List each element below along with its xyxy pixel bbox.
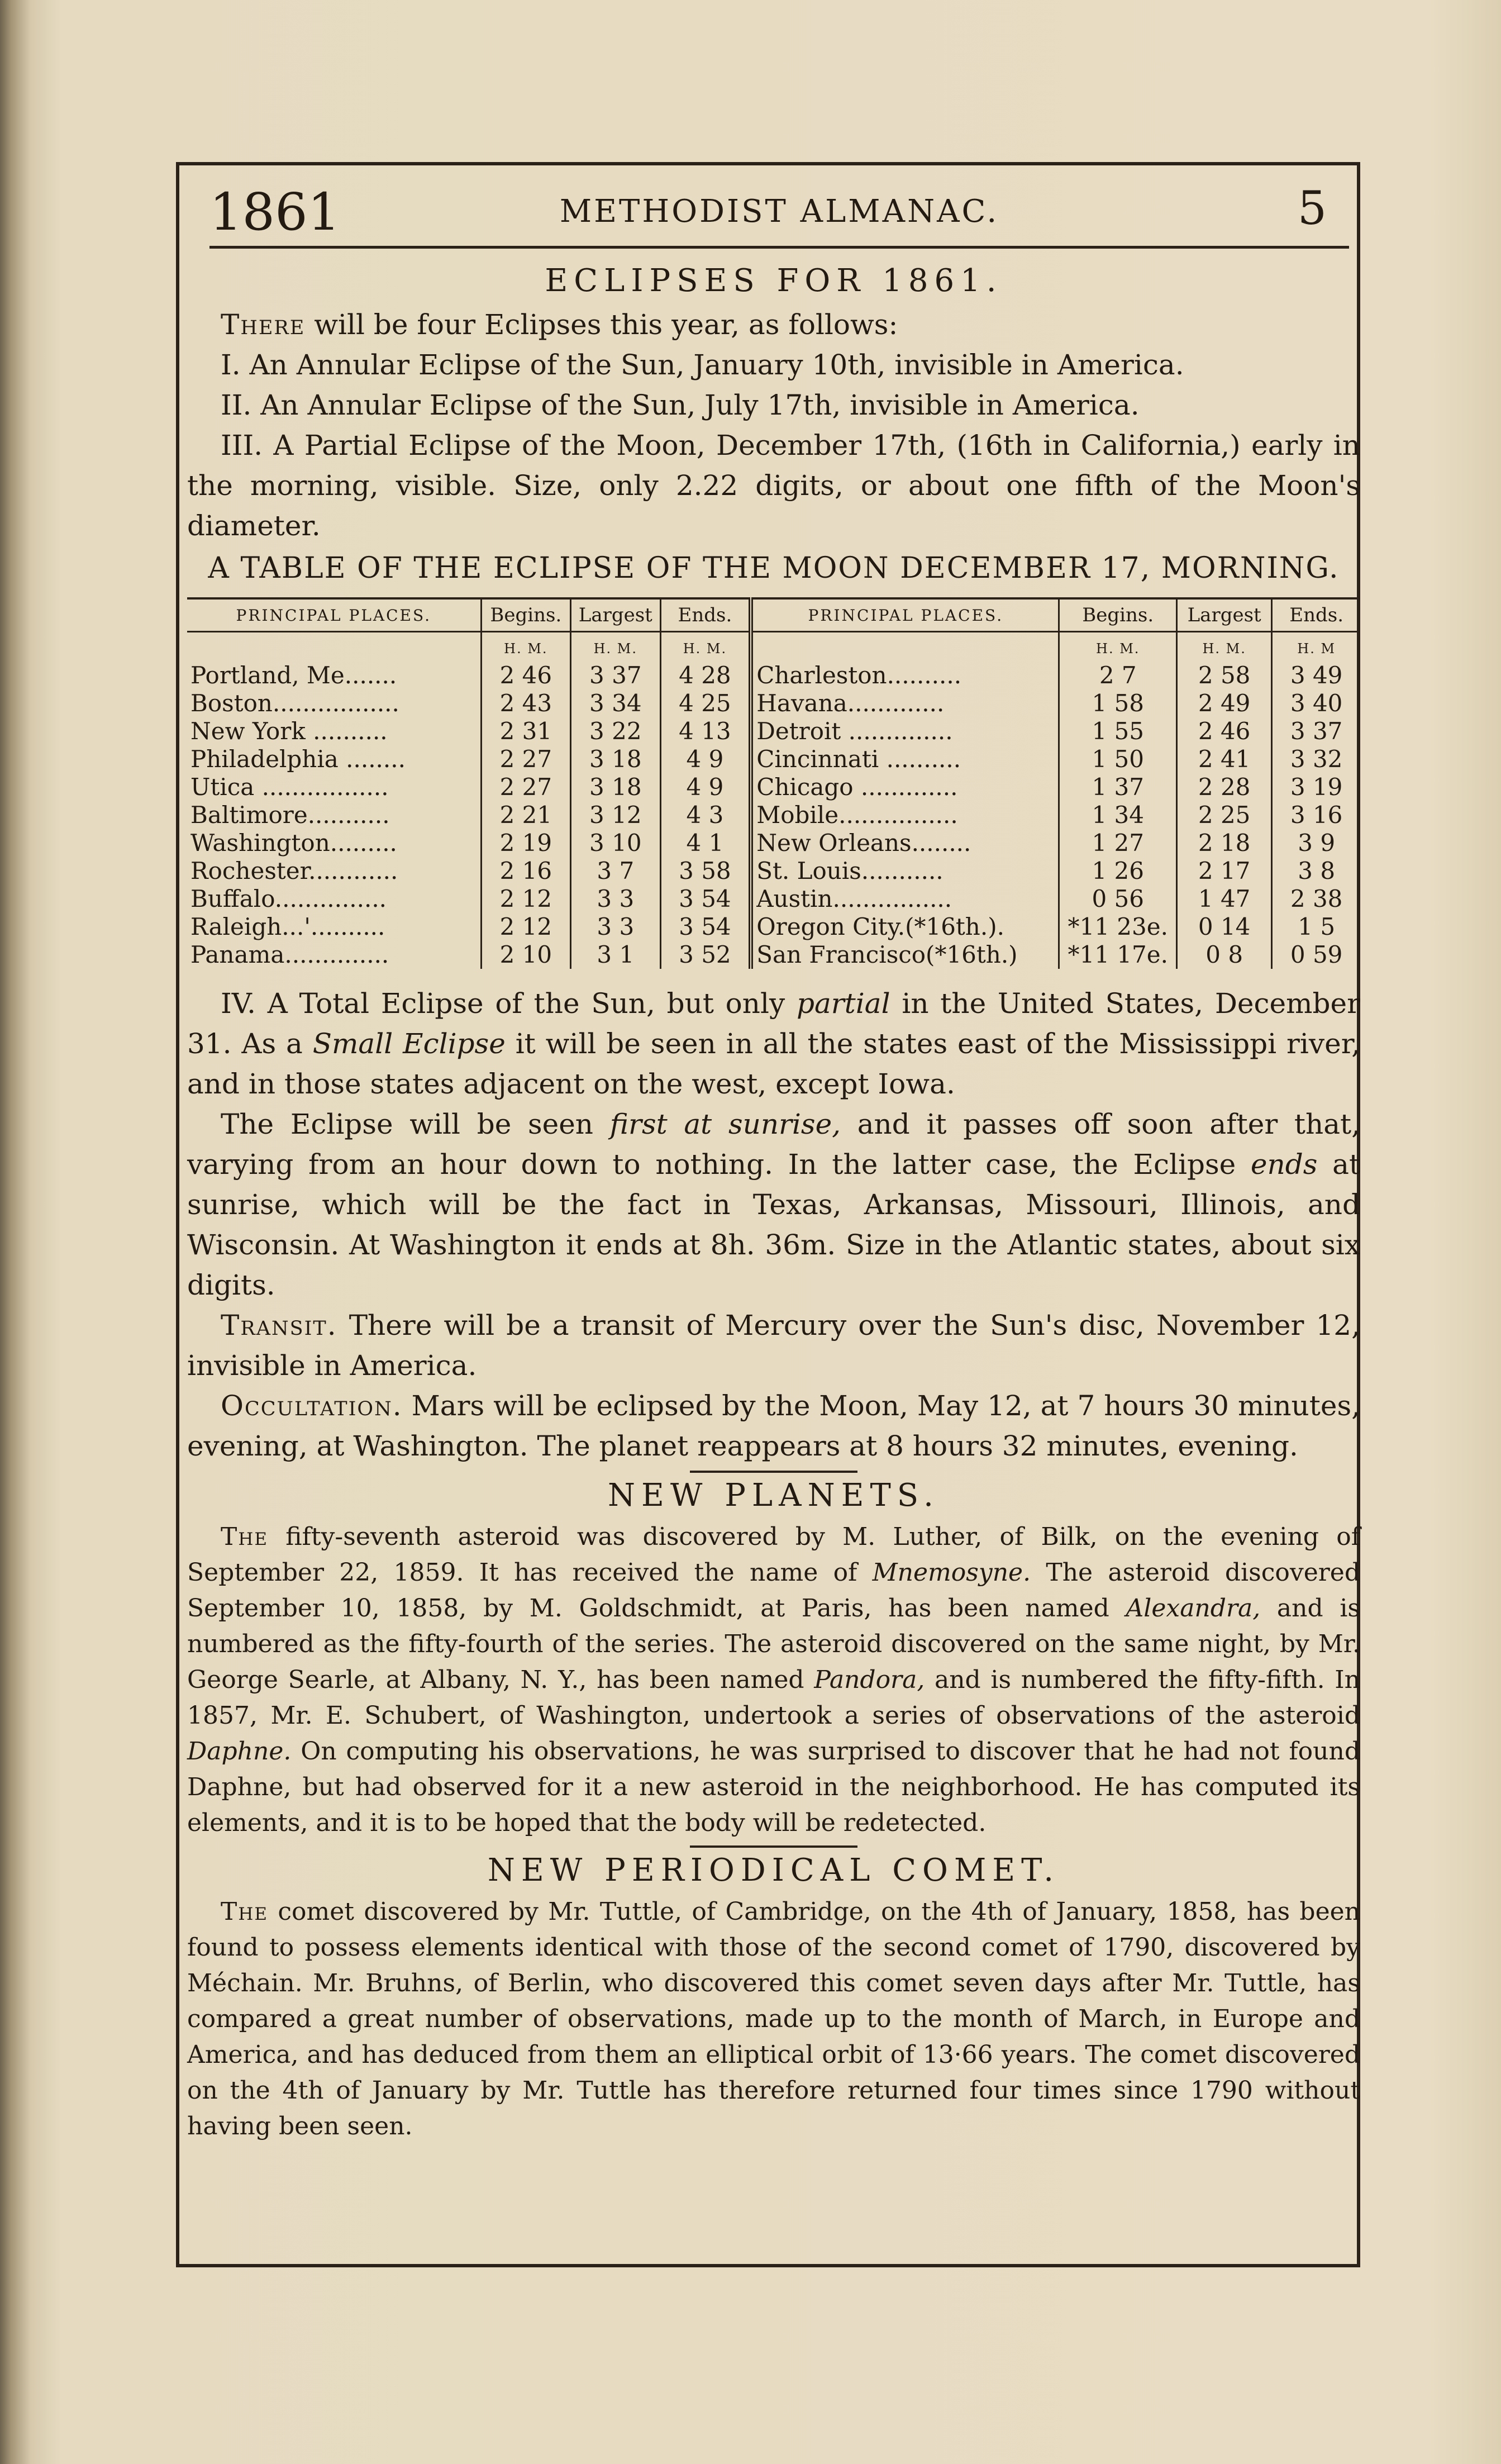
cell-place: Panama..............	[190, 941, 389, 968]
para2-ends: ends	[1250, 1148, 1318, 1181]
table-row	[187, 941, 1360, 969]
cell-begins: 2 12	[481, 913, 570, 941]
col-places-2: PRINCIPAL PLACES.	[751, 598, 1059, 632]
cell-largest-2: 0 8	[1177, 941, 1272, 969]
cell-place: Portland, Me.......	[190, 662, 397, 689]
eclipse-item-2: II. An Annular Eclipse of the Sun, July 17th, invisible in America.	[221, 389, 1140, 421]
col-begins-2: Begins.	[1059, 598, 1177, 632]
cell-place: Rochester............	[190, 857, 398, 884]
transit-text: There will be a transit of Mercury over the Sun's disc, November 12, invisible in America.	[187, 1309, 1360, 1382]
table-row	[187, 689, 1360, 717]
eclipse-item-1: I. An Annular Eclipse of the Sun, January 10th, invisible in America.	[221, 349, 1184, 381]
page-content	[187, 263, 1360, 2144]
cell-largest-2: 2 49	[1177, 689, 1272, 717]
occultation-lead: Occultation.	[221, 1390, 403, 1422]
intro-rest: will be four Eclipses this year, as follows:	[305, 308, 898, 341]
cell-ends-2: 0 59	[1272, 941, 1360, 969]
unit-label: H. M.	[1177, 632, 1272, 662]
planets-text-2: The asteroid discovered September 10, 1858, by M. Goldschmidt, at Paris, has been named	[187, 1558, 1360, 1623]
eclipse-paragraph-2	[187, 1104, 1360, 1305]
cell-place: New York ..........	[190, 717, 388, 745]
eclipse-table-title: A TABLE OF THE ECLIPSE OF THE MOON DECEMBER 17, MORNING.	[208, 551, 1340, 585]
occultation-text: Mars will be eclipsed by the Moon, May 12, at 7 hours 30 minutes, evening, at Washington. The planet reappears at 8 hours 32 minutes, evening.	[187, 1390, 1360, 1462]
cell-largest-2: 2 41	[1177, 745, 1272, 773]
para2-text-b: and it passes off soon after that, varying from an hour down to nothing. In the latter case, the Eclipse	[187, 1108, 1360, 1181]
col-begins: Begins.	[481, 598, 570, 632]
cell-ends: 3 52	[660, 941, 751, 969]
col-largest-2: Largest	[1177, 598, 1272, 632]
table-row	[187, 717, 1360, 745]
cell-place-2: Oregon City.(*16th.).	[751, 913, 1059, 941]
intro-lead: There	[221, 308, 306, 341]
planets-text-5: On computing his observations, he was surprised to discover that he had not found Daphne, but had observed for it a new asteroid in the neighborhood. He has computed its elements, and it is to be hoped that the body will be redetected.	[187, 1737, 1360, 1837]
cell-begins-2: *11 23e.	[1059, 913, 1177, 941]
cell-ends: 4 9	[660, 773, 751, 801]
page-number: 5	[1297, 182, 1327, 235]
cell-place-2: Charleston..........	[751, 662, 1059, 689]
cell-largest: 3 18	[571, 773, 661, 801]
daphne: Daphne.	[187, 1737, 292, 1766]
col-ends: Ends.	[660, 598, 751, 632]
cell-place: Boston.................	[190, 689, 399, 717]
eclipse-item-4	[187, 983, 1360, 1104]
new-planets-heading: NEW PLANETS.	[608, 1477, 940, 1514]
cell-ends: 3 54	[660, 885, 751, 913]
cell-place-2: St. Louis...........	[751, 857, 1059, 885]
cell-place-2: Detroit ..............	[751, 717, 1059, 745]
table-row	[187, 913, 1360, 941]
table-row	[187, 857, 1360, 885]
cell-begins: 2 43	[481, 689, 570, 717]
cell-place: Philadelphia ........	[190, 745, 406, 773]
cell-largest-2: 2 28	[1177, 773, 1272, 801]
comet-lead: The	[221, 1897, 269, 1926]
cell-begins-2: 1 37	[1059, 773, 1177, 801]
cell-largest: 3 7	[571, 857, 661, 885]
planets-lead: The	[221, 1523, 269, 1551]
running-title: METHODIST ALMANAC.	[559, 193, 999, 230]
transit-paragraph	[187, 1305, 1360, 1386]
cell-begins-2: 1 58	[1059, 689, 1177, 717]
table-row	[187, 773, 1360, 801]
cell-ends-2: 3 19	[1272, 773, 1360, 801]
mnemosyne: Mnemosyne.	[872, 1558, 1031, 1587]
cell-largest-2: 0 14	[1177, 913, 1272, 941]
para2-text-c: at sunrise, which will be the fact in Texas, Arkansas, Missouri, Illinois, and Wisconsin. At Washington it ends at 8h. 36m. Size in the Atlantic states, about six digits.	[187, 1148, 1360, 1301]
table-row	[187, 745, 1360, 773]
planets-text-1: fifty-seventh asteroid was discovered by M. Luther, of Bilk, on the evening of September 22, 1859. It has received the name of	[187, 1523, 1360, 1587]
para2-first-at-sunrise: first at sunrise,	[609, 1108, 841, 1140]
cell-begins: 2 46	[481, 662, 570, 689]
cell-place-2: Chicago .............	[751, 773, 1059, 801]
cell-largest-2: 2 46	[1177, 717, 1272, 745]
cell-ends: 4 25	[660, 689, 751, 717]
cell-ends: 4 13	[660, 717, 751, 745]
table-row	[187, 662, 1360, 689]
cell-begins: 2 31	[481, 717, 570, 745]
cell-begins-2: 1 26	[1059, 857, 1177, 885]
cell-largest: 3 1	[571, 941, 661, 969]
cell-ends-2: 3 8	[1272, 857, 1360, 885]
cell-begins: 2 21	[481, 801, 570, 829]
cell-ends-2: 3 9	[1272, 829, 1360, 857]
cell-largest-2: 2 25	[1177, 801, 1272, 829]
cell-largest-2: 2 17	[1177, 857, 1272, 885]
eclipse-table	[187, 597, 1360, 969]
cell-largest-2: 1 47	[1177, 885, 1272, 913]
cell-largest: 3 10	[571, 829, 661, 857]
cell-largest: 3 22	[571, 717, 661, 745]
eclipse-item-3: III. A Partial Eclipse of the Moon, December 17th, (16th in California,) early in the morning, visible. Size, only 2.22 digits, or about one fifth of the Moon's diameter.	[187, 429, 1360, 542]
cell-begins: 2 27	[481, 773, 570, 801]
cell-ends-2: 2 38	[1272, 885, 1360, 913]
cell-largest: 3 37	[571, 662, 661, 689]
cell-largest: 3 12	[571, 801, 661, 829]
comet-text: comet discovered by Mr. Tuttle, of Cambridge, on the 4th of January, 1858, has been found to possess elements identical with those of the second comet of 1790, discovered by Méchain. Mr. Bruhns, of Berlin, who discovered this comet seven days after Mr. Tuttle, has compared a great number of observations, made up to the month of March, in Europe and America, and has deduced from them an elliptical orbit of 13·66 years. The comet discovered on the 4th of January by Mr. Tuttle has therefore returned four times since 1790 without having been seen.	[187, 1897, 1360, 2140]
cell-ends-2: 3 37	[1272, 717, 1360, 745]
cell-ends: 3 54	[660, 913, 751, 941]
table-row	[187, 885, 1360, 913]
item4-text-b: in the United States, December 31. As a	[187, 987, 1360, 1060]
item4-small-eclipse: Small Eclipse	[312, 1028, 506, 1060]
unit-label: H. M	[1272, 632, 1360, 662]
alexandra: Alexandra,	[1126, 1594, 1261, 1623]
cell-ends: 4 3	[660, 801, 751, 829]
table-row	[187, 829, 1360, 857]
cell-ends-2: 3 40	[1272, 689, 1360, 717]
para2-text-a: The Eclipse will be seen	[221, 1108, 610, 1140]
unit-label: H. M.	[1059, 632, 1177, 662]
pandora: Pandora,	[814, 1666, 925, 1694]
cell-ends-2: 3 49	[1272, 662, 1360, 689]
cell-ends: 3 58	[660, 857, 751, 885]
item4-text-c: it will be seen in all the states east of the Mississippi river, and in those states adjacent on the west, except Iowa.	[187, 1028, 1360, 1100]
cell-place: Raleigh...'..........	[190, 913, 385, 940]
cell-place: Buffalo...............	[190, 885, 387, 912]
item4-text-a: IV. A Total Eclipse of the Sun, but only	[221, 987, 797, 1020]
occultation-paragraph	[187, 1386, 1360, 1466]
item4-partial: partial	[796, 987, 890, 1020]
cell-place: Utica .................	[190, 773, 389, 801]
cell-largest-2: 2 18	[1177, 829, 1272, 857]
cell-place: Baltimore...........	[190, 801, 390, 829]
cell-begins-2: 0 56	[1059, 885, 1177, 913]
section-divider	[690, 1471, 857, 1473]
cell-largest-2: 2 58	[1177, 662, 1272, 689]
new-planets-paragraph	[187, 1519, 1360, 1841]
planets-text-4: and is numbered the fifty-fifth. In 1857, Mr. E. Schubert, of Washington, undertook a series of observations of the asteroid	[187, 1666, 1360, 1730]
cell-begins-2: 1 27	[1059, 829, 1177, 857]
cell-ends-2: 3 16	[1272, 801, 1360, 829]
cell-ends: 4 28	[660, 662, 751, 689]
cell-begins: 2 19	[481, 829, 570, 857]
eclipses-heading: ECLIPSES FOR 1861.	[545, 263, 1003, 299]
unit-label: H. M.	[481, 632, 570, 662]
cell-begins-2: 1 50	[1059, 745, 1177, 773]
year: 1861	[209, 182, 341, 242]
cell-ends-2: 1 5	[1272, 913, 1360, 941]
cell-begins: 2 10	[481, 941, 570, 969]
cell-largest: 3 3	[571, 913, 661, 941]
periodical-comet-paragraph	[187, 1894, 1360, 2144]
periodical-comet-heading: NEW PERIODICAL COMET.	[487, 1852, 1060, 1889]
cell-begins-2: 1 34	[1059, 801, 1177, 829]
cell-place-2: Cincinnati ..........	[751, 745, 1059, 773]
col-largest: Largest	[571, 598, 661, 632]
page-header	[209, 179, 1349, 249]
section-divider	[690, 1845, 857, 1848]
units-row	[187, 632, 1360, 662]
cell-place-2: Mobile................	[751, 801, 1059, 829]
cell-ends-2: 3 32	[1272, 745, 1360, 773]
cell-ends: 4 1	[660, 829, 751, 857]
cell-largest: 3 3	[571, 885, 661, 913]
cell-largest: 3 34	[571, 689, 661, 717]
transit-lead: Transit.	[221, 1309, 337, 1342]
unit-label: H. M.	[571, 632, 661, 662]
unit-label: H. M.	[660, 632, 751, 662]
cell-largest: 3 18	[571, 745, 661, 773]
col-ends-2: Ends.	[1272, 598, 1360, 632]
table-row	[187, 801, 1360, 829]
planets-text-3: and is numbered as the fifty-fourth of the series. The asteroid discovered on the same night, by Mr. George Searle, at Albany, N. Y., has been named	[187, 1594, 1360, 1694]
cell-begins: 2 16	[481, 857, 570, 885]
cell-begins-2: *11 17e.	[1059, 941, 1177, 969]
cell-begins-2: 2 7	[1059, 662, 1177, 689]
cell-ends: 4 9	[660, 745, 751, 773]
cell-begins: 2 12	[481, 885, 570, 913]
cell-place: Washington.........	[190, 829, 397, 857]
cell-place-2: New Orleans........	[751, 829, 1059, 857]
cell-begins: 2 27	[481, 745, 570, 773]
cell-place-2: Havana.............	[751, 689, 1059, 717]
cell-place-2: Austin................	[751, 885, 1059, 913]
table-header-row	[187, 598, 1360, 632]
cell-begins-2: 1 55	[1059, 717, 1177, 745]
col-places: PRINCIPAL PLACES.	[187, 598, 481, 632]
eclipses-intro	[187, 305, 1360, 345]
cell-place-2: San Francisco(*16th.)	[751, 941, 1059, 969]
